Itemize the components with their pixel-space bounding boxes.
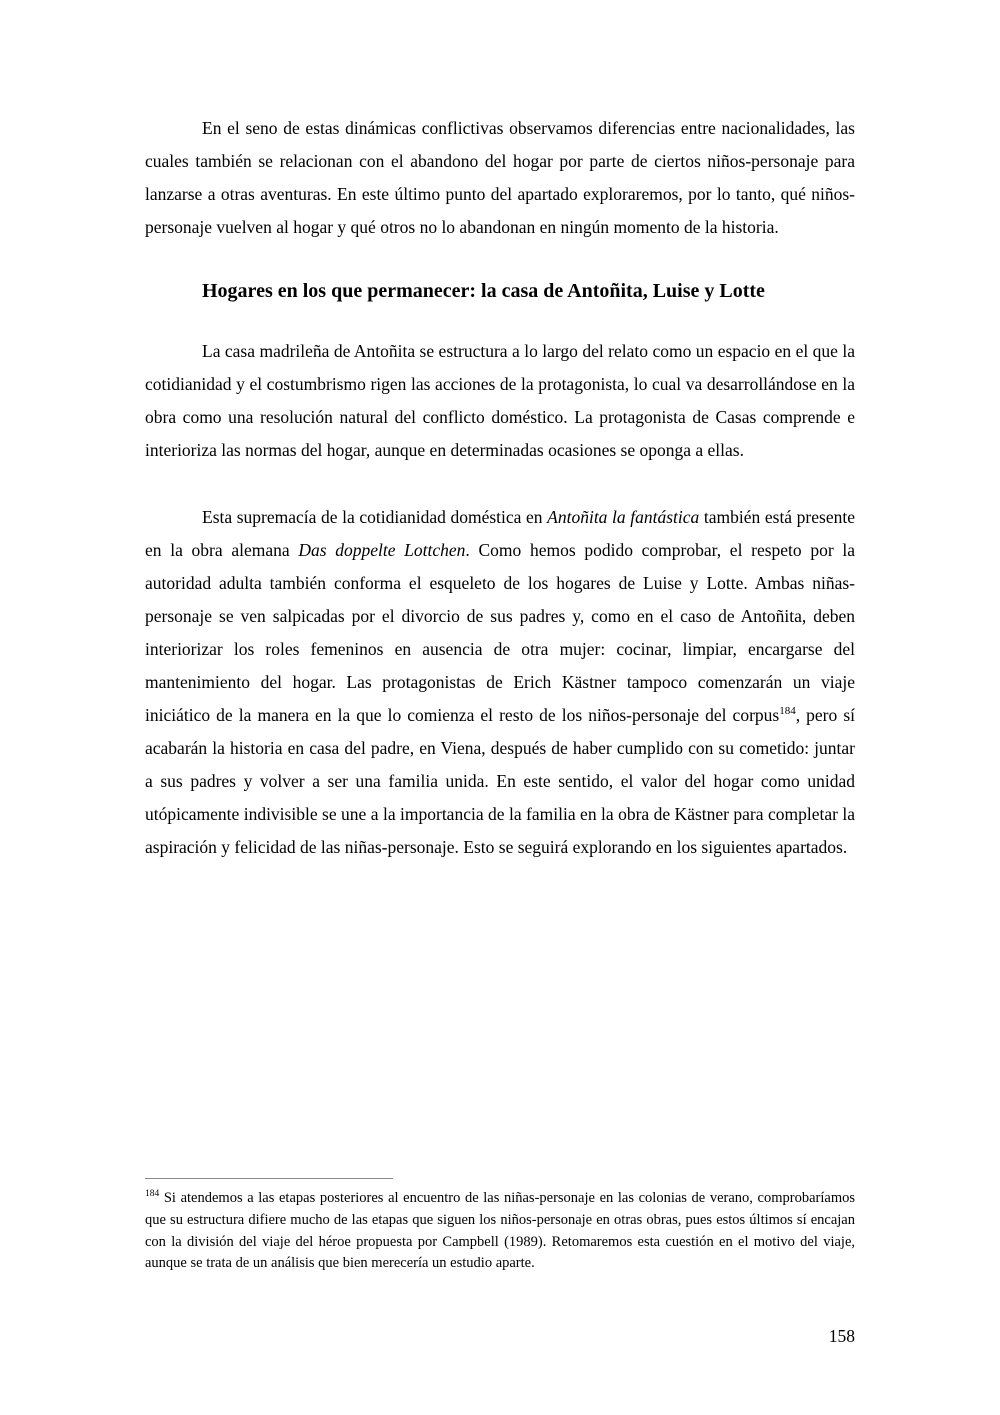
text-run: , pero sí acabarán la historia en casa del padre, en Viena, después de haber cumplido con su cometido: juntar a sus padres y volver a ser una familia unida. En este sentido, el valor del hogar como unidad utópicamente indivisible se une a la importancia de la familia en la obra de Kästner para completar la aspiración y felicidad de las niñas-personaje. Esto se seguirá explorando en los siguientes apartados. xyxy=(145,704,855,858)
footnote-marker: 184 xyxy=(145,1189,160,1200)
footnote-body: Si atendemos a las etapas posteriores al encuentro de las niñas-personaje en las colonias de verano, comprobaríamos que su estructura difiere mucho de las etapas que siguen los niños-personaje en otras obras, pues estos últimos sí encajan con la división del viaje del héroe propuesta por Campbell (1989). Retomaremos esta cuestión en el motivo del viaje, aunque se trata de un análisis que bien merecería un estudio aparte. xyxy=(145,1190,855,1272)
footnote xyxy=(145,1188,855,1275)
text-run: también está presente en la obra alemana xyxy=(145,506,855,560)
page-number: 158 xyxy=(828,1326,855,1346)
text-run: Esta supremacía de la cotidianidad doméstica en xyxy=(202,506,548,527)
body-text xyxy=(145,112,855,864)
footnote-reference: 184 xyxy=(779,705,796,718)
paragraph-lottchen xyxy=(145,501,855,865)
footnote-divider xyxy=(145,1178,393,1179)
book-title-antonita: Antoñita la fantástica xyxy=(547,506,700,527)
section-heading: Hogares en los que permanecer: la casa de Antoñita, Luise y Lotte xyxy=(202,280,765,303)
paragraph-antonita: La casa madrileña de Antoñita se estructura a lo largo del relato como un espacio en el que la cotidianidad y el costumbrismo rigen las acciones de la protagonista, lo cual va desarrollándose en la obra como una resolución natural del conflicto doméstico. La protagonista de Casas comprende e interioriza las normas del hogar, aunque en determinadas ocasiones se oponga a ellas. xyxy=(145,341,855,461)
footnote-area xyxy=(145,1178,855,1275)
book-title-lottchen: Das doppelte Lottchen xyxy=(298,539,466,560)
text-run: . Como hemos podido comprobar, el respeto por la autoridad adulta también conforma el esqueleto de los hogares de Luise y Lotte. Ambas niñas-personaje se ven salpicadas por el divorcio de sus padres y, como en el caso de Antoñita, deben interiorizar los roles femeninos en ausencia de otra mujer: cocinar, limpiar, encargarse del mantenimiento del hogar. Las protagonistas de Erich Kästner tampoco comenzarán un viaje iniciático de la manera en la que lo comienza el resto de los niños-personaje del corpus xyxy=(145,539,856,725)
paragraph-intro: En el seno de estas dinámicas conflictivas observamos diferencias entre nacionalidades, las cuales también se relacionan con el abandono del hogar por parte de ciertos niños-personaje para lanzarse a otras aventuras. En este último punto del apartado exploraremos, por lo tanto, qué niños-personaje vuelven al hogar y qué otros no lo abandonan en ningún momento de la historia. xyxy=(145,118,855,238)
